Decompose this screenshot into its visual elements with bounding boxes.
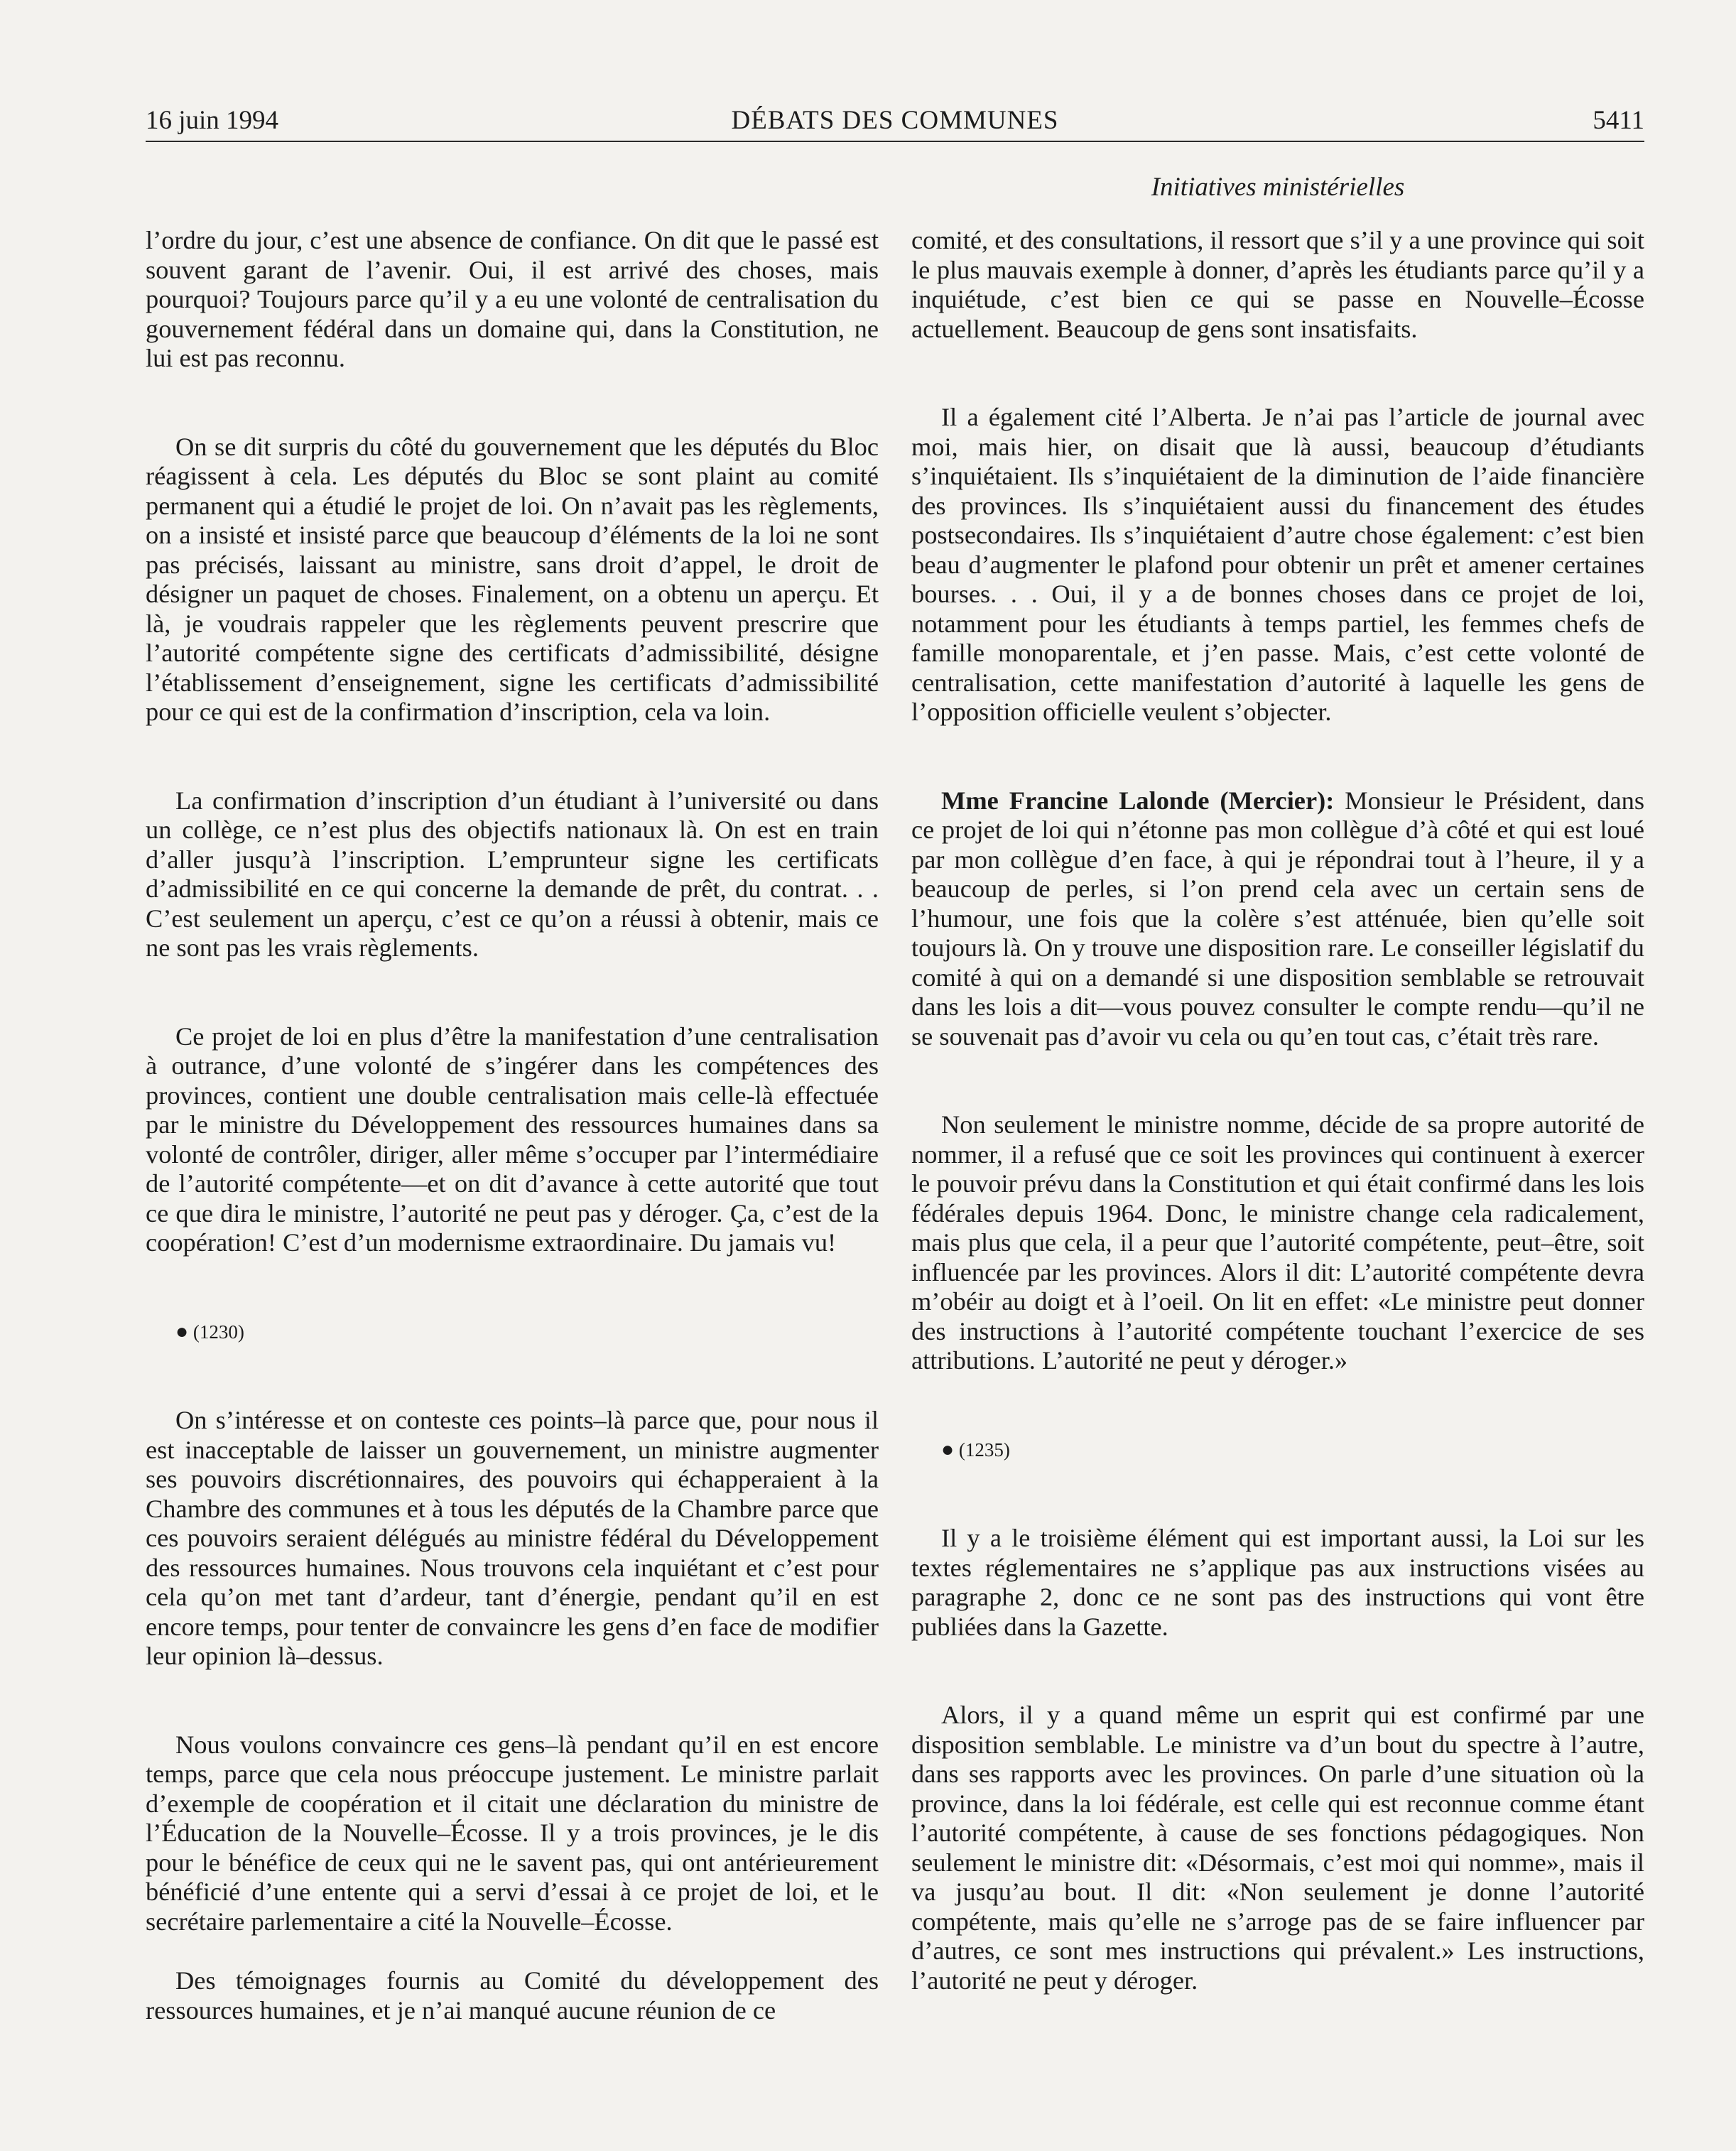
right-column bbox=[911, 226, 1644, 1995]
paragraph: On se dit surpris du côté du gouvernement que les députés du Bloc réagissent à cela. Les députés du Bloc se sont plaint au comité permanent qui a étudié le projet de loi. On n’avait pas les règlements, on a insisté et insisté parce que beaucoup d’éléments de la loi ne sont pas précisés, laissant au ministre, sans droit d’appel, le droit de désigner un paquet de choses. Finalement, on a obtenu un aperçu. Et là, je voudrais rappeler que les règlements peuvent prescrire que l’autorité compétente signe des certificats d’admissibilité, désigne l’établissement d’enseignement, signe les certificats d’admissibilité pour ce qui est de la confirmation d’inscription, cela va loin. bbox=[146, 432, 879, 726]
publication-title: DÉBATS DES COMMUNES bbox=[731, 106, 1059, 135]
paragraph: Alors, il y a quand même un esprit qui est confirmé par une disposition semblable. Le ministre va d’un bout du spectre à l’autre, dans ses rapports avec les provinces. On parle d’une situation où la province, dans la loi fédérale, est celle qui est reconnue comme étant l’autorité compétente, à cause de ses fonctions pédagogiques. Non seulement le ministre dit: «Désormais, c’est moi qui nomme», mais il va jusqu’au bout. Il dit: «Non seulement je donne l’autorité compétente, mais qu’elle ne s’arroge pas de se faire influencer par d’autres, ce sont mes instructions qui prévalent.» Les instructions, l’autorité ne peut y déroger. bbox=[911, 1701, 1644, 1995]
paragraph: Non seulement le ministre nomme, décide de sa propre autorité de nommer, il a refusé que ce soit les provinces qui continuent à exercer le pouvoir prévu dans la Constitution et qui était confirmé dans les lois fédérales depuis 1964. Donc, le ministre change cela radicalement, mais plus que cela, il a peur que l’autorité compétente, peut–être, soit influencée par les provinces. Alors il dit: L’autorité compétente devra m’obéir au doigt et à l’oeil. On lit en effet: «Le ministre peut donner des instructions à l’autorité compétente touchant l’exercice de ses attributions. L’autorité ne peut y déroger.» bbox=[911, 1110, 1644, 1375]
paragraph: La confirmation d’inscription d’un étudiant à l’université ou dans un collège, ce n’est plus des objectifs nationaux là. On est en train d’aller jusqu’à l’inscription. L’emprunteur signe les certificats d’admissibilité en ce qui concerne la demande de prêt, du contrat. . . C’est seulement un aperçu, c’est ce qu’on a réussi à obtenir, mais ce ne sont pas les vrais règlements. bbox=[146, 786, 879, 962]
paragraph: Nous voulons convaincre ces gens–là pendant qu’il en est encore temps, parce que cela nous préoccupe justement. Le ministre parlait d’exemple de coopération et il citait une déclaration du ministre de l’Éducation de la Nouvelle–Écosse. Il y a trois provinces, je le dis pour le bénéfice de ceux qui ne le savent pas, qui ont antérieurement bénéficié d’une entente qui a servi d’essai à ce projet de loi, et le secrétaire parlementaire a cité la Nouvelle–Écosse. bbox=[146, 1730, 879, 1936]
time-marker bbox=[911, 1435, 1644, 1465]
bullet-icon: ● bbox=[941, 1437, 955, 1461]
paragraph: comité, et des consultations, il ressort que s’il y a une province qui soit le plus mauvais exemple à donner, d’après les étudiants parce qu’il y a inquiétude, c’est bien ce qui se passe en Nouvelle–Écosse actuellement. Beaucoup de gens sont insatisfaits. bbox=[911, 226, 1644, 343]
header-date: 16 juin 1994 bbox=[146, 106, 279, 135]
section-title: Initiatives ministérielles bbox=[1151, 173, 1405, 202]
paragraph: Ce projet de loi en plus d’être la manifestation d’une centralisation à outrance, d’une volonté de s’ingérer dans les compétences des provinces, contient une double centralisation mais celle-là effectuée par le ministre du Développement des ressources humaines dans sa volonté de contrôler, diriger, aller même s’occuper par l’intermédiaire de l’autorité compétente—et on dit d’avance à cette autorité que tout ce que dira le ministre, l’autorité ne peut pas y déroger. Ça, c’est de la coopération! C’est d’un modernisme extraordinaire. Du jamais vu! bbox=[146, 1022, 879, 1257]
bullet-icon: ● bbox=[175, 1319, 189, 1343]
time-marker bbox=[146, 1317, 879, 1348]
time-marker-label: (1235) bbox=[958, 1438, 1010, 1461]
time-marker-label: (1230) bbox=[192, 1321, 244, 1343]
paragraph: On s’intéresse et on conteste ces points–là parce que, pour nous il est inacceptable de laisser un gouvernement, un ministre augmenter ses pouvoirs discrétionnaires, des pouvoirs qui échapperaient à la Chambre des communes et à tous les députés de la Chambre parce que ces pouvoirs seraient délégués au ministre fédéral du Développement des ressources humaines. Nous trouvons cela inquiétant et c’est pour cela qu’on met tant d’ardeur, tant d’énergie, pendant qu’il en est encore temps, pour tenter de convaincre les gens d’en face de modifier leur opinion là–dessus. bbox=[146, 1406, 879, 1670]
paragraph: Des témoignages fournis au Comité du développement des ressources humaines, et je n’ai manqué aucune réunion de ce bbox=[146, 1966, 879, 2025]
paragraph: l’ordre du jour, c’est une absence de confiance. On dit que le passé est souvent garant de l’avenir. Oui, il est arrivé des choses, mais pourquoi? Toujours parce qu’il y a eu une volonté de centralisation du gouvernement fédéral dans un domaine qui, dans la Constitution, ne lui est pas reconnu. bbox=[146, 226, 879, 372]
left-column bbox=[146, 226, 879, 2025]
paragraph: Il y a le troisième élément qui est important aussi, la Loi sur les textes réglementaires ne s’applique pas aux instructions visées au paragraphe 2, donc ce ne sont pas des instructions qui vont être publiées dans la Gazette. bbox=[911, 1524, 1644, 1641]
paragraph: Il a également cité l’Alberta. Je n’ai pas l’article de journal avec moi, mais hier, on disait que là aussi, beaucoup d’étudiants s’inquiétaient. Ils s’inquiétaient de la diminution de l’aide financière des provinces. Ils s’inquiétaient aussi du financement des études postsecondaires. Ils s’inquiétaient d’autre chose également: c’est bien beau d’augmenter le plafond pour obtenir un prêt et amener certaines bourses. . . Oui, il y a de bonnes choses dans ce projet de loi, notamment pour les étudiants à temps partiel, les femmes chefs de famille monoparentale, et j’en passe. Mais, c’est cette volonté de centralisation, cette manifestation d’autorité à laquelle les gens de l’opposition officielle veulent s’objecter. bbox=[911, 403, 1644, 726]
page-header bbox=[146, 98, 1644, 141]
page-number: 5411 bbox=[1593, 106, 1644, 135]
speech-paragraph bbox=[911, 786, 1644, 1052]
speaker-name: Mme Francine Lalonde (Mercier): bbox=[941, 786, 1335, 815]
header-rule bbox=[146, 141, 1644, 142]
speech-text: Monsieur le Président, dans ce projet de loi qui n’étonne pas mon collègue d’à côté et qui est loué par mon collègue d’en face, à qui je répondrai tout à l’heure, il y a beaucoup de perles, si l’on prend cela avec un certain sens de l’humour, une fois que la colère s’est atténuée, bien qu’elle soit toujours là. On y trouve une disposition rare. Le conseiller législatif du comité à qui on a demandé si une disposition semblable se retrouvait dans les lois a dit—vous pouvez consulter le compte rendu—qu’il ne se souvenait pas d’avoir vu cela ou qu’en tout cas, c’était très rare. bbox=[911, 786, 1644, 1051]
